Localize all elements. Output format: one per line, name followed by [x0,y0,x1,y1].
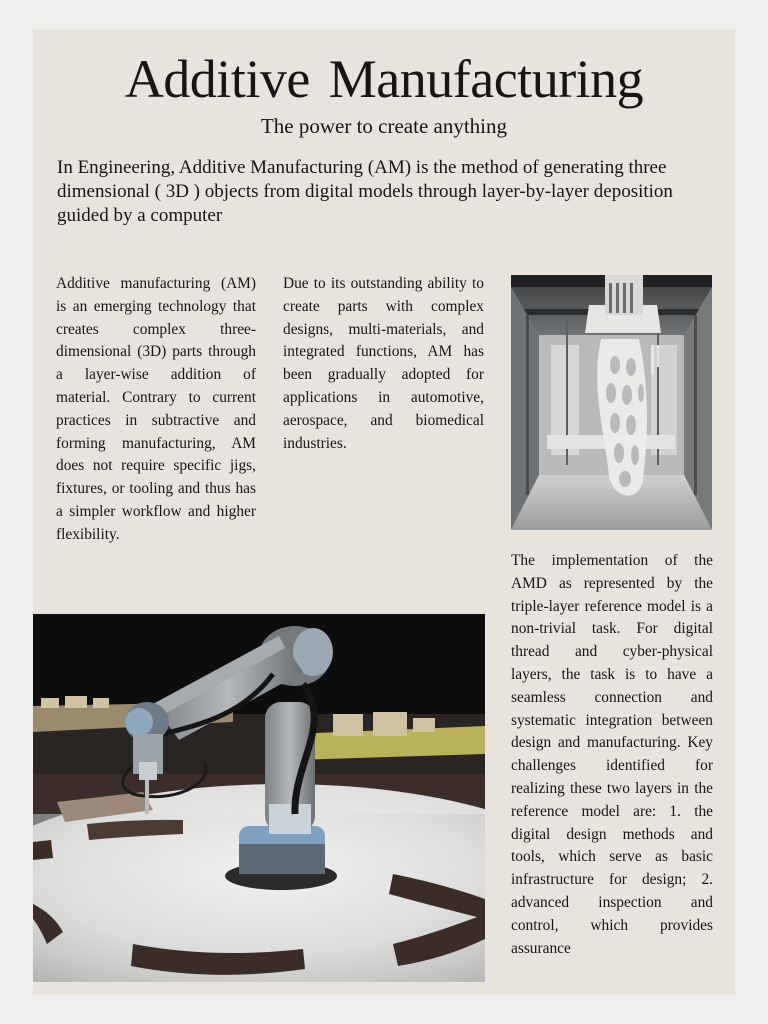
page-title: Additive Manufacturing [124,49,644,109]
printer-illustration [511,275,712,530]
body-column-3: The implementation of the AMD as represented by the triple-layer reference model is a non-trivial task. For digital thread and cyber-physical layers, the task is to have a seamless connection and systematic integration between design and manufacturing. Key challenges identified for realizing these two layers in the reference model are: 1. the digital design methods and tools, which serve as basic infrastructure for design; 2. advanced inspection and control, which provides assurance [511,552,713,957]
robot-illustration [33,614,485,982]
3d-printer-photo [511,275,712,530]
robot-arm-photo [33,614,485,982]
body-column-2: Due to its outstanding ability to create parts with complex designs, multi-materials, and integrated functions, AM has been gradually adopted for applications in automotive, aerospace, and biomedical industries. [283,275,484,452]
page-subtitle: The power to create anything [260,114,508,138]
document-page [33,29,735,995]
body-column-1: Additive manufacturing (AM) is an emerging technology that creates complex three-dimensional (3D) parts through a layer-wise addition of material. Contrary to current practices in subtractive and forming manufacturing, AM does not require specific jigs, fixtures, or tooling and thus has a simpler workflow and higher flexibility. [56,275,256,543]
intro-paragraph: In Engineering, Additive Manufacturing (AM) is the method of generating three dimensional ( 3D ) objects from digital models through layer-by-layer deposition guided by a computer [57,157,673,226]
